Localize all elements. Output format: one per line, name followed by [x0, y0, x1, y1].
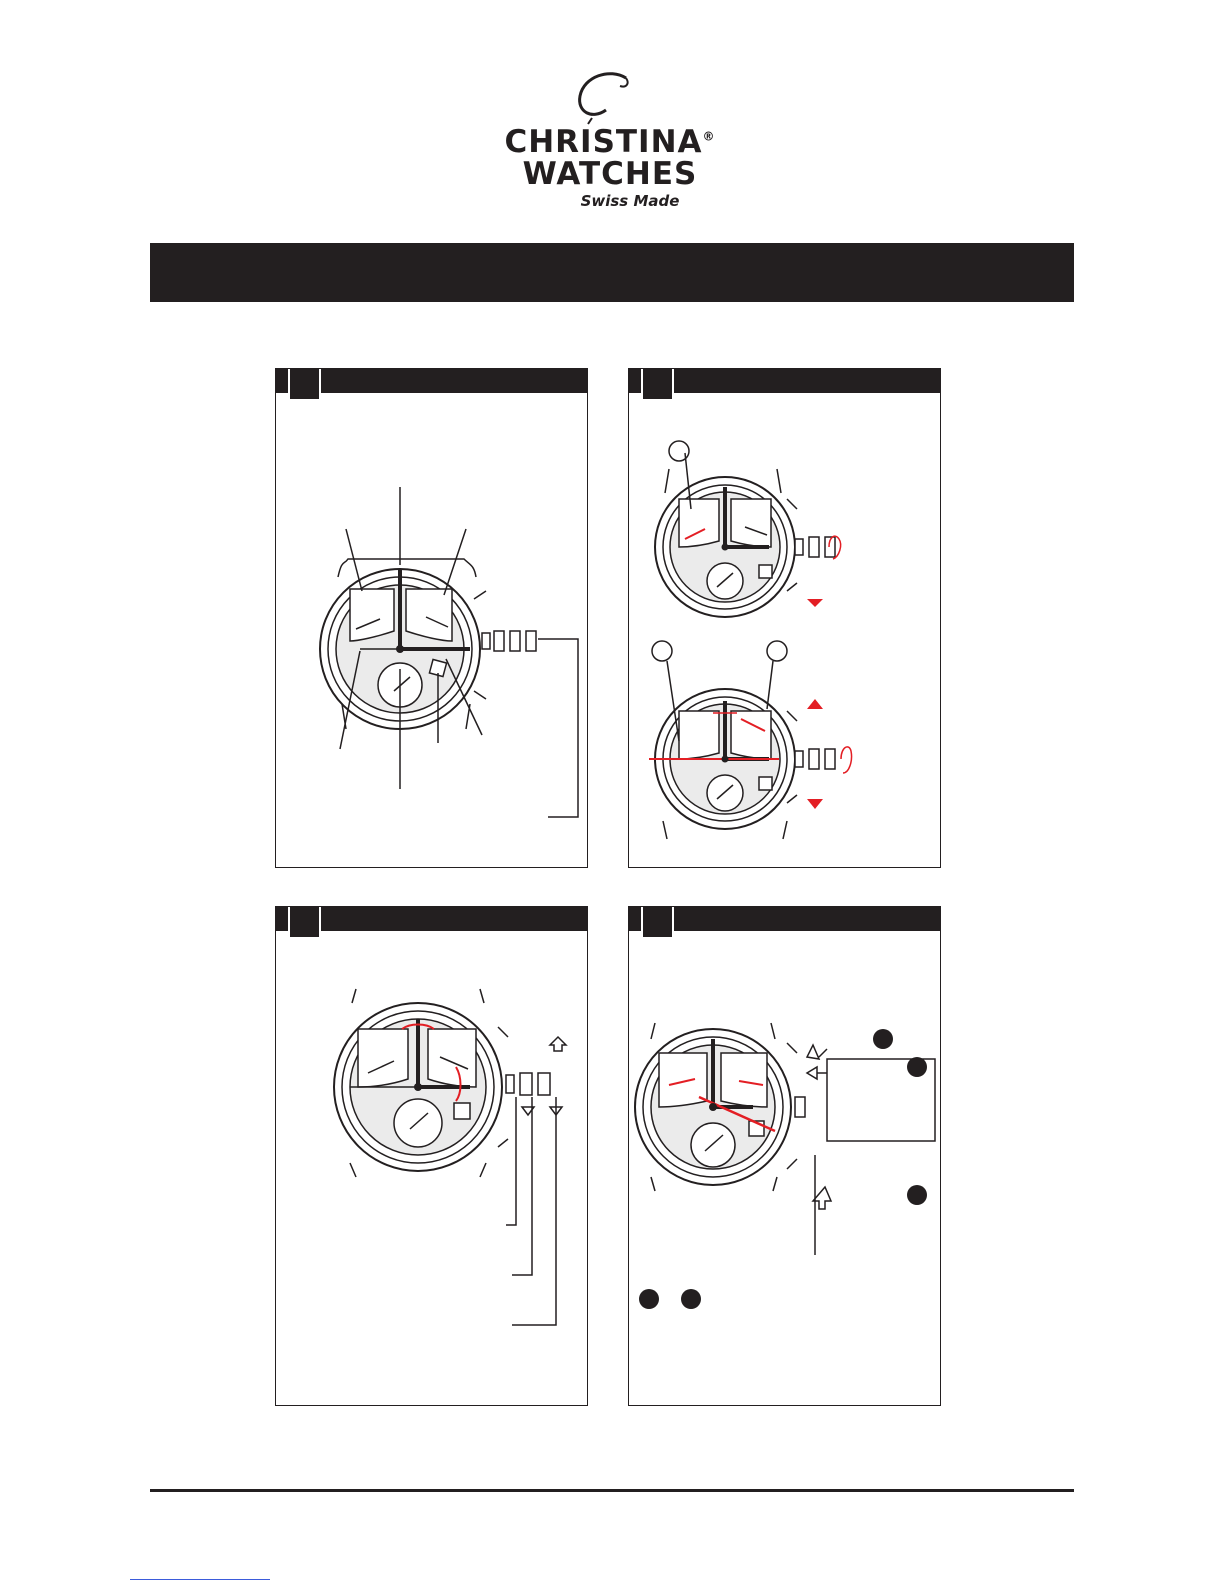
panel-2	[628, 368, 941, 868]
brand-logo	[480, 66, 740, 216]
logo-brand-line1: CHRISTINA®	[504, 124, 716, 160]
bottom-link-underline[interactable]	[130, 1579, 270, 1580]
crown-positions-diagram	[276, 907, 589, 1407]
panel-4	[628, 906, 941, 1406]
setting-hands-diagram	[629, 369, 942, 869]
footer-rule	[150, 1489, 1074, 1492]
logo-tagline: Swiss Made	[580, 192, 680, 210]
monogram-c-icon	[480, 66, 740, 126]
chronograph-pushers-diagram	[629, 907, 942, 1407]
title-banner	[150, 243, 1074, 302]
logo-brand-line2: WATCHES	[522, 156, 698, 192]
chronograph-parts-diagram	[276, 369, 589, 869]
panel-3	[275, 906, 588, 1406]
panel-1	[275, 368, 588, 868]
